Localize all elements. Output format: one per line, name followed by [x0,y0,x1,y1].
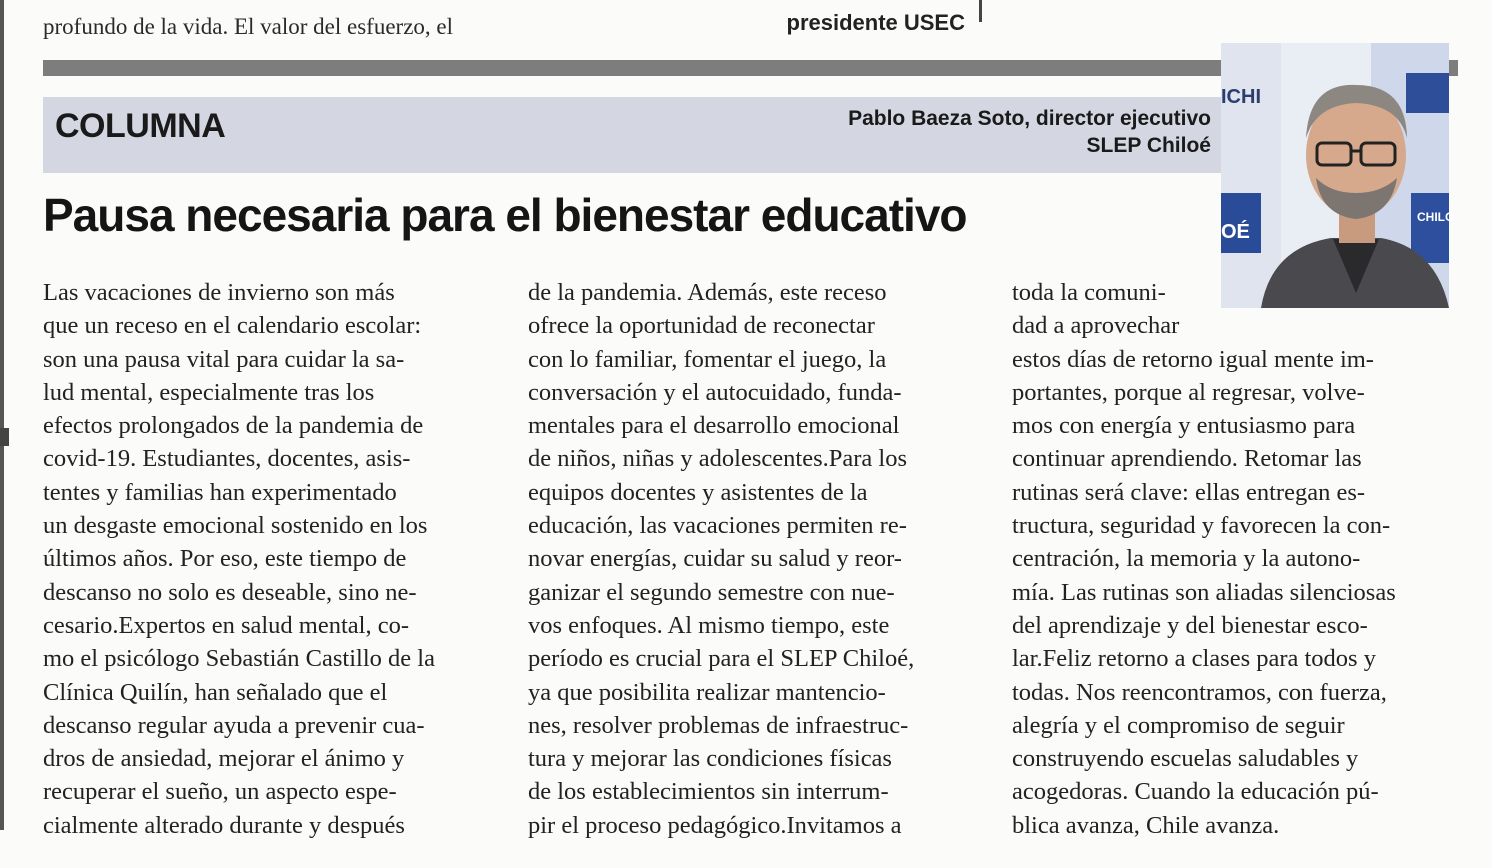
body-line: con lo familiar, fomentar el juego, la [528,345,887,373]
body-line: descanso no solo es deseable, sino ne- [43,578,417,606]
body-line: equipos docentes y asistentes de la [528,478,868,506]
article-headline: Pausa necesaria para el bienestar educativo [43,189,967,241]
body-line: novar energías, cuidar su salud y reor- [528,545,902,573]
body-line: nes, resolver problemas de infraestruc- [528,711,909,739]
body-line: de la pandemia. Además, este receso [528,279,887,306]
author-name-role: Pablo Baeza Soto, director ejecutivo [848,107,1211,130]
body-line: blica avanza, Chile avanza. [1012,811,1280,839]
body-line: tentes y familias han experimentado [43,478,397,506]
body-line: período es crucial para el SLEP Chiloé, [528,645,915,673]
body-line: dros de ansiedad, mejorar el ánimo y [43,745,405,773]
body-line: tura y mejorar las condiciones físicas [528,745,892,773]
body-line: tructura, seguridad y favorecen la con- [1012,512,1391,540]
body-column-1 [43,276,435,842]
body-line: alegría y el compromiso de seguir [1012,711,1345,739]
backdrop-text: ICHI [1221,86,1261,108]
author-photo [1221,43,1455,308]
body-line: descanso regular ayuda a prevenir cua- [43,711,425,739]
body-line: son una pausa vital para cuidar la sa- [43,345,405,373]
body-line: construyendo escuelas saludables y [1012,745,1359,773]
body-line: estos días de retorno igual mente im- [1012,345,1374,373]
backdrop-text: CHILO [1417,210,1455,224]
body-line: mía. Las rutinas son aliadas silenciosas [1012,578,1396,606]
section-label: COLUMNA [55,107,226,145]
body-line: del aprendizaje y del bienestar esco- [1012,611,1368,639]
body-line: de los establecimientos sin interrum- [528,778,889,806]
body-line: centración, la memoria y la autono- [1012,545,1361,573]
left-margin-rule [0,0,4,830]
body-line: ganizar el segundo semestre con nue- [528,578,895,606]
body-column-3 [1012,276,1396,842]
body-line: recuperar el sueño, un aspecto espe- [43,778,397,806]
body-line: acogedoras. Cuando la educación pú- [1012,778,1379,806]
body-line: efectos prolongados de la pandemia de [43,412,424,440]
body-line: Las vacaciones de invierno son más [43,279,395,306]
body-line: lud mental, especialmente tras los [43,378,375,406]
body-line: Clínica Quilín, han señalado que el [43,678,388,706]
previous-article-text-snippet: profundo de la vida. El valor del esfuerzo, el [43,14,454,39]
body-line: mos con energía y entusiasmo para [1012,412,1356,440]
body-line: todas. Nos reencontramos, con fuerza, [1012,678,1387,706]
body-line: pir el proceso pedagógico.Invitamos a [528,811,902,839]
author-portrait-image [1221,43,1455,308]
column-divider [979,0,982,22]
body-line: dad a aprovechar [1012,312,1180,340]
body-line: vos enfoques. Al mismo tiempo, este [528,611,890,639]
body-line: ofrece la oportunidad de reconectar [528,312,875,340]
backdrop-text: OÉ [1221,221,1250,243]
body-column-2 [528,276,914,842]
body-line: ya que posibilita realizar mantencio- [528,678,886,706]
body-line: cialmente alterado durante y después [43,811,405,839]
previous-article-author-snippet: presidente USEC [786,10,965,35]
column-header-bar [43,97,1221,173]
body-line: toda la comuni- [1012,279,1166,306]
body-line: lar.Feliz retorno a clases para todos y [1012,645,1376,673]
body-line: conversación y el autocuidado, funda- [528,378,902,406]
body-line: últimos años. Por eso, este tiempo de [43,545,407,573]
body-line: mo el psicólogo Sebastián Castillo de la [43,645,435,673]
author-byline [848,105,1211,159]
body-line: covid-19. Estudiantes, docentes, asis- [43,445,411,473]
left-margin-tick [0,428,9,446]
body-line: portantes, porque al regresar, volve- [1012,378,1365,406]
author-organization: SLEP Chiloé [1086,134,1211,157]
body-line: cesario.Expertos en salud mental, co- [43,611,410,639]
body-line: un desgaste emocional sostenido en los [43,512,428,540]
body-line: que un receso en el calendario escolar: [43,312,422,340]
body-line: mentales para el desarrollo emocional [528,412,900,440]
body-line: rutinas será clave: ellas entregan es- [1012,478,1366,506]
body-line: continuar aprendiendo. Retomar las [1012,445,1362,473]
body-line: de niños, niñas y adolescentes.Para los [528,445,907,473]
body-line: educación, las vacaciones permiten re- [528,512,907,540]
